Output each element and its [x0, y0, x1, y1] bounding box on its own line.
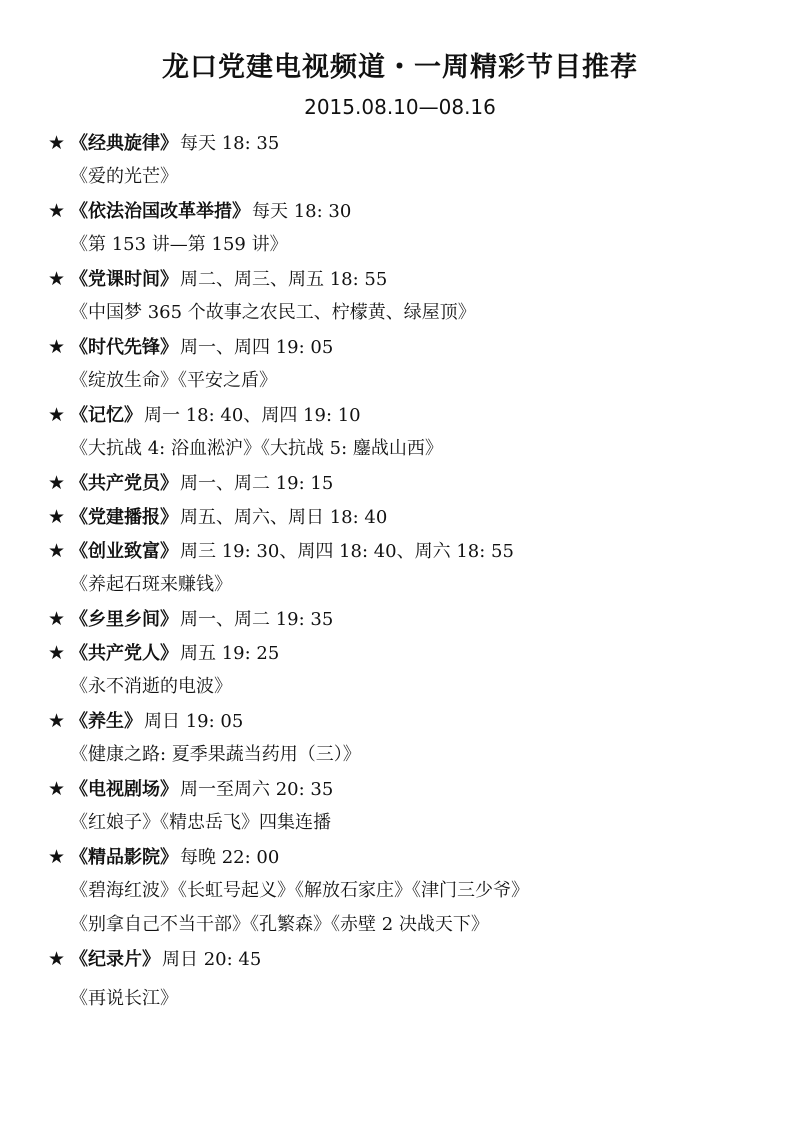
star-icon: ★ — [48, 132, 66, 154]
program-item — [48, 636, 778, 670]
program-episodes: 《健康之路: 夏季果蔬当药用（三）》 — [70, 744, 361, 765]
star-icon: ★ — [48, 846, 66, 868]
program-schedule: 周一、周四 19: 05 — [180, 337, 334, 358]
star-icon: ★ — [48, 540, 66, 562]
date-range: 2015.08.10—08.16 — [304, 95, 496, 119]
program-episodes: 《大抗战 4: 浴血淞沪》《大抗战 5: 鏖战山西》 — [70, 438, 443, 459]
program-title: 《党课时间》 — [70, 269, 178, 290]
program-episodes: 《第 153 讲—第 159 讲》 — [70, 234, 288, 255]
program-item — [48, 772, 778, 806]
program-item — [48, 398, 778, 432]
program-title: 《纪录片》 — [70, 949, 160, 970]
program-title: 《精品影院》 — [70, 847, 178, 868]
star-icon: ★ — [48, 506, 66, 528]
star-icon: ★ — [48, 778, 66, 800]
program-title: 《记忆》 — [70, 405, 142, 426]
program-item — [48, 500, 778, 534]
program-item — [48, 942, 778, 976]
program-schedule: 周一、周二 19: 15 — [180, 473, 334, 494]
program-title: 《经典旋律》 — [70, 133, 178, 154]
program-episodes: 《中国梦 365 个故事之农民工、柠檬黄、绿屋顶》 — [70, 302, 476, 323]
program-title: 《乡里乡间》 — [70, 609, 178, 630]
program-episodes: 《红娘子》《精忠岳飞》四集连播 — [70, 812, 331, 833]
program-schedule: 每天 18: 30 — [252, 201, 352, 222]
program-title: 《养生》 — [70, 711, 142, 732]
program-item — [48, 840, 778, 874]
program-item — [48, 194, 778, 228]
program-schedule: 周三 19: 30、周四 18: 40、周六 18: 55 — [180, 541, 514, 562]
program-episodes: 《别拿自己不当干部》《孔繁森》《赤壁 2 决战天下》 — [70, 914, 489, 935]
program-title: 《依法治国改革举措》 — [70, 201, 250, 222]
page-title: 龙口党建电视频道・一周精彩节目推荐 — [162, 52, 638, 83]
program-item — [48, 466, 778, 500]
program-title: 《创业致富》 — [70, 541, 178, 562]
program-schedule: 周一、周二 19: 35 — [180, 609, 334, 630]
star-icon: ★ — [48, 608, 66, 630]
program-item — [48, 602, 778, 636]
program-schedule: 每天 18: 35 — [180, 133, 280, 154]
star-icon: ★ — [48, 336, 66, 358]
program-episodes: 《养起石斑来赚钱》 — [70, 574, 232, 595]
program-schedule: 周日 19: 05 — [144, 711, 244, 732]
program-item — [48, 704, 778, 738]
program-item — [48, 534, 778, 568]
program-title: 《共产党员》 — [70, 473, 178, 494]
program-schedule: 周二、周三、周五 18: 55 — [180, 269, 388, 290]
program-title: 《时代先锋》 — [70, 337, 178, 358]
program-episodes: 《再说长江》 — [70, 988, 178, 1009]
program-schedule: 周日 20: 45 — [162, 949, 262, 970]
program-episodes: 《永不消逝的电波》 — [70, 676, 232, 697]
program-list — [48, 126, 778, 1016]
program-schedule: 每晚 22: 00 — [180, 847, 280, 868]
star-icon: ★ — [48, 710, 66, 732]
star-icon: ★ — [48, 642, 66, 664]
program-schedule: 周五 19: 25 — [180, 643, 280, 664]
star-icon: ★ — [48, 404, 66, 426]
program-episodes: 《绽放生命》《平安之盾》 — [70, 370, 277, 391]
program-title: 《共产党人》 — [70, 643, 178, 664]
program-episodes: 《爱的光芒》 — [70, 166, 178, 187]
program-item — [48, 262, 778, 296]
star-icon: ★ — [48, 200, 66, 222]
program-title: 《党建播报》 — [70, 507, 178, 528]
program-item — [48, 126, 778, 160]
program-schedule: 周一至周六 20: 35 — [180, 779, 334, 800]
program-episodes: 《碧海红波》《长虹号起义》《解放石家庄》《津门三少爷》 — [70, 880, 529, 901]
program-item — [48, 330, 778, 364]
program-schedule: 周五、周六、周日 18: 40 — [180, 507, 388, 528]
star-icon: ★ — [48, 472, 66, 494]
program-schedule: 周一 18: 40、周四 19: 10 — [144, 405, 361, 426]
star-icon: ★ — [48, 268, 66, 290]
star-icon: ★ — [48, 948, 66, 970]
program-title: 《电视剧场》 — [70, 779, 178, 800]
